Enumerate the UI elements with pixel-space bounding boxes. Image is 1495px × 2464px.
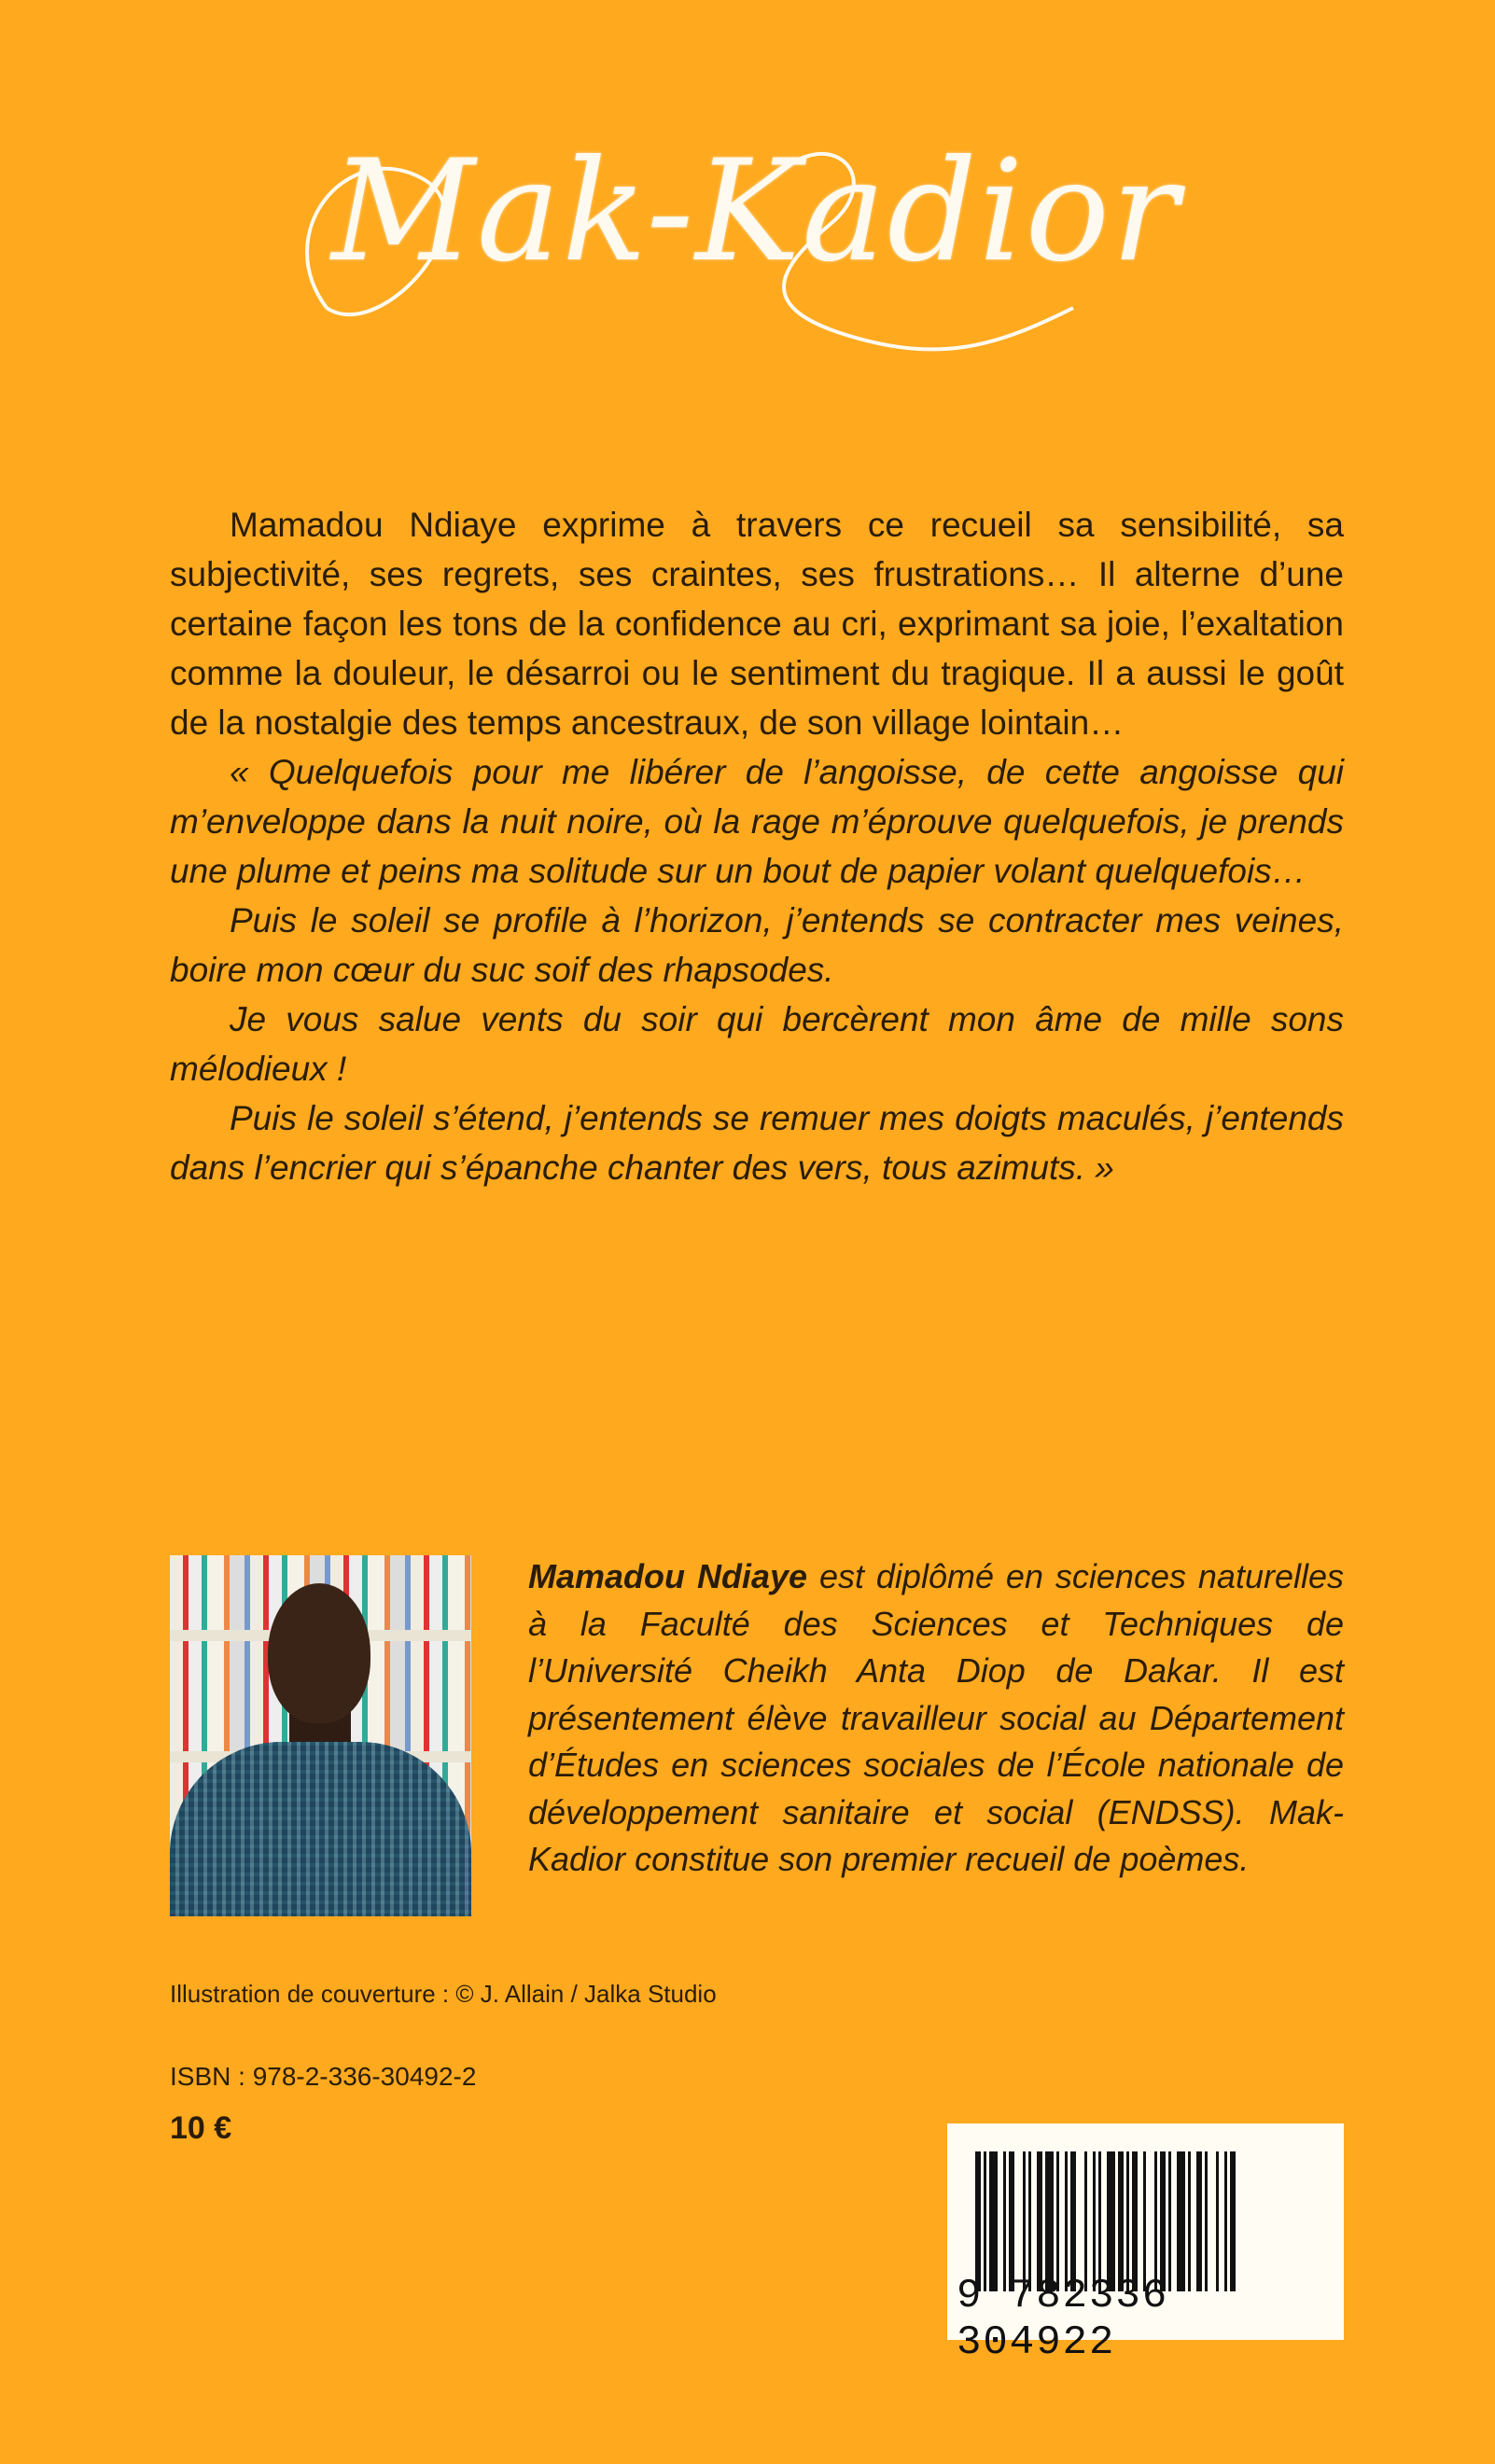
price: 10 € bbox=[170, 2110, 232, 2146]
barcode-bar bbox=[1146, 2151, 1154, 2291]
barcode-bar bbox=[1177, 2151, 1185, 2291]
barcode-bar bbox=[989, 2151, 998, 2291]
author-name: Mamadou Ndiaye bbox=[528, 1557, 808, 1595]
quote-paragraph: Puis le soleil s’étend, j’entends se remuer mes doigts maculés, j’entends dans l’encrier qui s’épanche chanter des vers, tous azimuts. » bbox=[170, 1099, 1344, 1187]
quote-paragraph: « Quelquefois pour me libérer de l’angoisse, de cette angoisse qui m’enveloppe dans la nuit noire, où la rage m’éprouve quelquefois, je prends une plume et peins ma solitude sur un bout de papier volant quelquefois… bbox=[170, 753, 1344, 890]
barcode-bar bbox=[1014, 2151, 1023, 2291]
summary-paragraph: Mamadou Ndiaye exprime à travers ce recueil sa sensibilité, sa subjectivité, ses regrets, ses craintes, ses frustrations… Il alterne d’une certaine façon les tons de la confidence au cri, exprimant sa joie, l’exaltation comme la douleur, le désarroi ou le sentiment du tragique. Il a aussi le goût de la nostalgie des temps ancestraux, de son village lointain… bbox=[170, 506, 1344, 742]
barcode-bar bbox=[1107, 2151, 1115, 2291]
barcode-bar bbox=[1236, 2151, 1238, 2291]
book-title: Mak-Kadior bbox=[280, 131, 1232, 293]
author-bio bbox=[528, 1553, 1344, 1884]
barcode-bars bbox=[975, 2151, 1320, 2291]
quote-paragraph: Je vous salue vents du soir qui bercèrent mon âme de mille sons mélodieux ! bbox=[170, 1000, 1344, 1088]
author-photo bbox=[170, 1555, 471, 1916]
barcode-bar bbox=[1076, 2151, 1084, 2291]
barcode-number: 9 782336 304922 bbox=[957, 2273, 1169, 2366]
isbn: ISBN : 978-2-336-30492-2 bbox=[170, 2062, 477, 2091]
author-bio-text: est diplômé en sciences naturelles à la Faculté des Sciences et Techniques de l’Université Cheikh Anta Diop de Dakar. Il est présentement élève travailleur social au Département d’Études en sciences sociales de l’École nationale de développement sanitaire et social (ENDSS). Mak-Kadior constitue son premier recueil de poèmes. bbox=[528, 1557, 1344, 1878]
cover-credit: Illustration de couverture : © J. Allain / Jalka Studio bbox=[170, 1980, 717, 2008]
barcode-bar bbox=[1208, 2151, 1216, 2291]
summary-text bbox=[170, 500, 1344, 1192]
barcode-bar bbox=[1045, 2151, 1054, 2291]
quote-paragraph: Puis le soleil se profile à l’horizon, j’entends se contracter mes veines, boire mon cœur du suc soif des rhapsodes. bbox=[170, 901, 1344, 989]
barcode bbox=[947, 2123, 1344, 2366]
